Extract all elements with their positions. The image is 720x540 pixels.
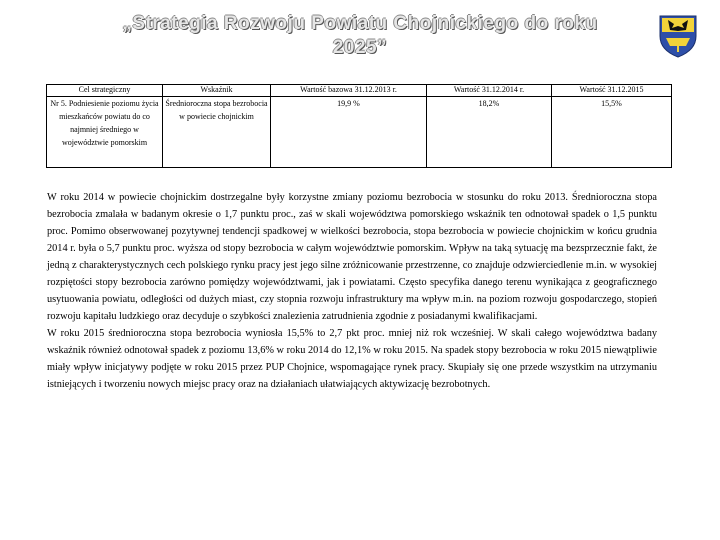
cell-value-2014: 18,2% bbox=[427, 97, 552, 168]
header-base-value: Wartość bazowa 31.12.2013 r. bbox=[271, 85, 427, 97]
cell-indicator: Średnioroczna stopa bezrobocia w powiecie chojnickim bbox=[163, 97, 271, 168]
header-value-2014: Wartość 31.12.2014 r. bbox=[427, 85, 552, 97]
body-text bbox=[47, 189, 657, 393]
header-indicator: Wskaźnik bbox=[163, 85, 271, 97]
cell-value-2015: 15,5% bbox=[552, 97, 672, 168]
table-header-row bbox=[47, 85, 672, 97]
slide-title: „Strategia Rozwoju Powiatu Chojnickiego do roku 2025” bbox=[122, 13, 598, 58]
cell-base-value: 19,9 % bbox=[271, 97, 427, 168]
header-strategic-goal: Cel strategiczny bbox=[47, 85, 163, 97]
header-value-2015: Wartość 31.12.2015 bbox=[552, 85, 672, 97]
cell-strategic-goal: Nr 5. Podniesienie poziomu życia mieszkańców powiatu do co najmniej średniego w województwie pomorskim bbox=[47, 97, 163, 168]
indicator-table bbox=[46, 84, 672, 168]
paragraph-2015: W roku 2015 średnioroczna stopa bezrobocia wyniosła 15,5% to 2,7 pkt proc. mniej niż rok wcześniej. W skali całego województwa badany wskaźnik również odnotował spadek z poziomu 13,6% w roku 2014 do 12,1% w roku 2015. Na spadek stopy bezrobocia w roku 2015 niewątpliwie miały wpływ inicjatywy podjęte w roku 2015 przez PUP Chojnice, wspomagające rynek pracy. Skupiały się one przede wszystkim na utrzymaniu istniejących i tworzeniu nowych miejsc pracy oraz na działaniach ułatwiających aktywizację bezrobotnych. bbox=[47, 328, 657, 390]
coat-of-arms-icon bbox=[658, 14, 698, 58]
paragraph-2014: W roku 2014 w powiecie chojnickim dostrzegalne były korzystne zmiany poziomu bezrobocia w stosunku do roku 2013. Średnioroczna stopa bezrobocia zmalała w badanym okresie o 1,7 punktu proc., zaś w skali województwa pomorskiego wskaźnik ten odnotował spadek o 1,5 punktu proc. Pomimo obserwowanej pozytywnej tendencji spadkowej w wielkości bezrobocia, stopa bezrobocia w powiecie chojnickim w końcu grudnia 2014 r. była o 5,7 punktu proc. wyższa od stopy bezrobocia w całym województwie pomorskim. Wpływ na taką sytuację ma bezsprzecznie fakt, że jedną z charakterystycznych cech polskiego rynku pracy jest jego silne zróżnicowanie przestrzenne, co znajduje odzwierciedlenie m.in. w wysokiej rozpiętości stopy bezrobocia zarówno pomiędzy województwami, jak i powiatami. Często specyfika danego terenu wynikająca z geograficznego usytuowania powiatu, odległości od dużych miast, czy stopnia rozwoju infrastruktury ma wpływ m.in. na poziom rozwoju gospodarczego, stopień rozwoju kapitału ludzkiego oraz decyduje o szybkości znalezienia zatrudnienia zgodnie z posiadanymi kwalifikacjami. bbox=[47, 192, 657, 322]
table-row bbox=[47, 97, 672, 168]
